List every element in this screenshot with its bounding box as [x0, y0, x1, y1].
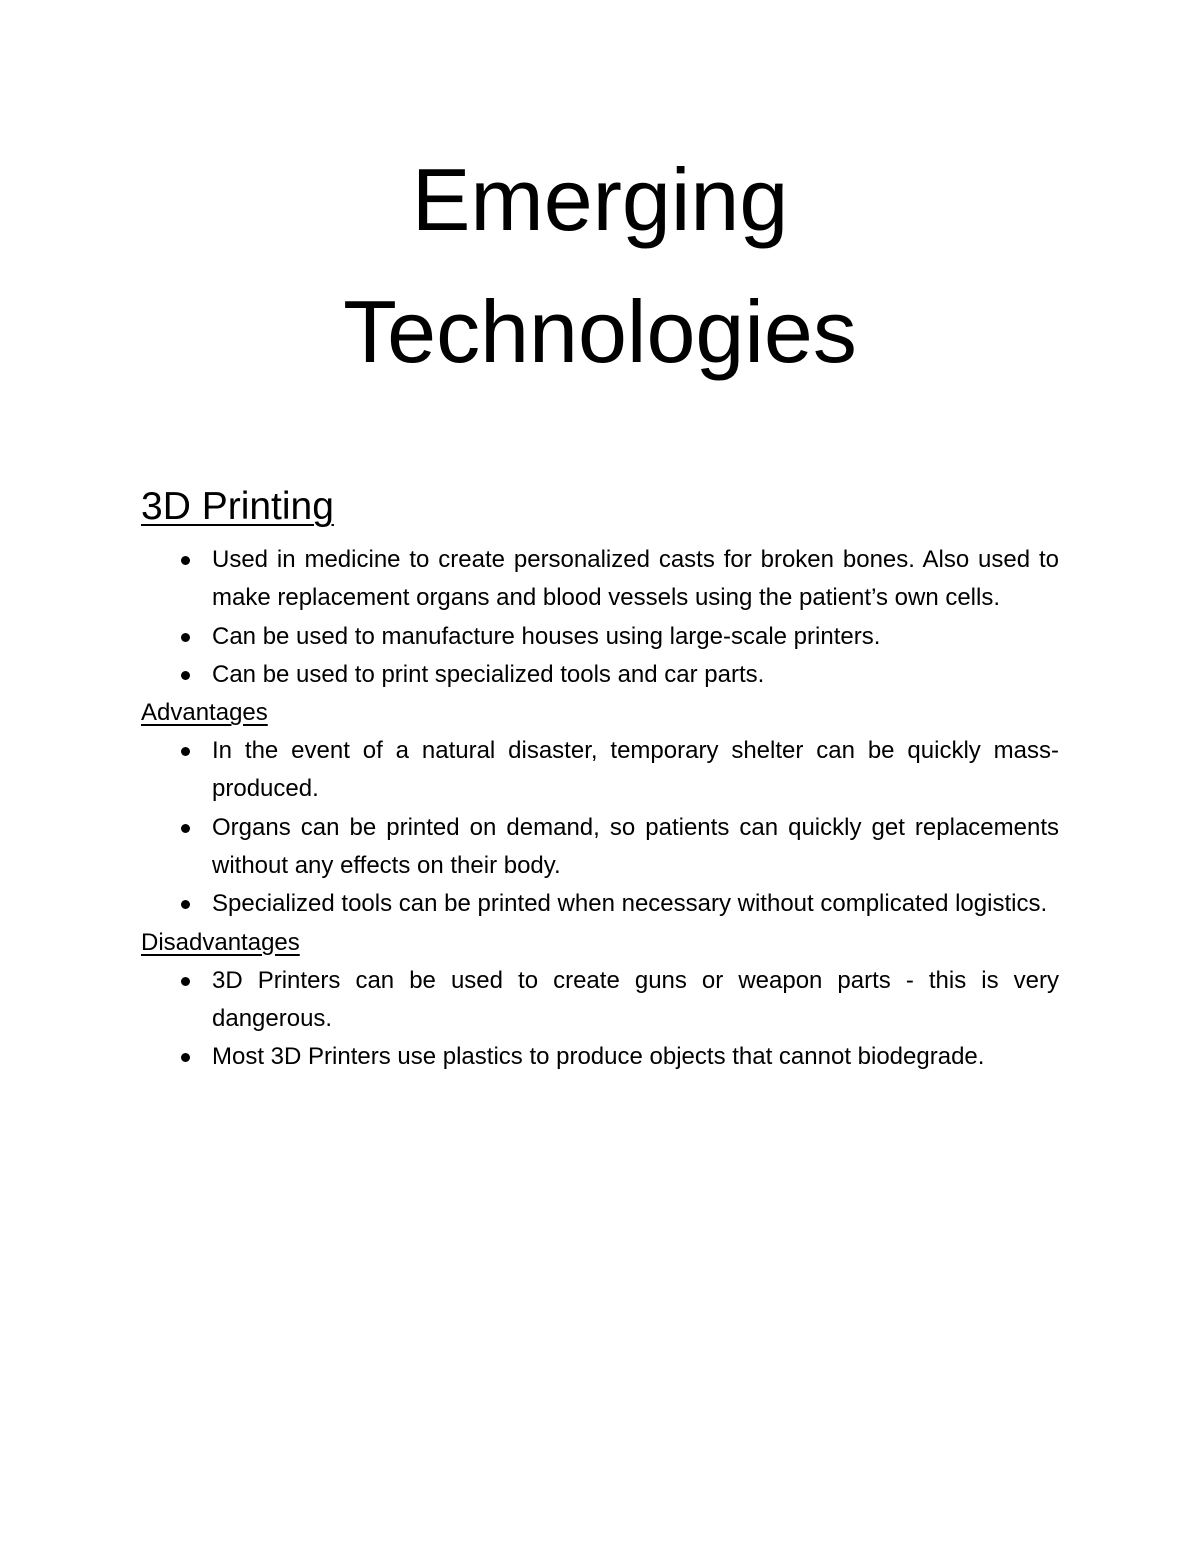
title-line-1: Emerging	[411, 150, 789, 249]
bullet-icon	[181, 747, 190, 756]
disadvantages-heading: Disadvantages	[141, 928, 300, 956]
section-heading: 3D Printing	[141, 485, 334, 528]
bullet-icon	[181, 556, 190, 565]
list-item-text: Can be used to manufacture houses using large-scale printers.	[212, 622, 881, 650]
list-item	[141, 618, 1059, 656]
disadvantages-list	[141, 962, 1059, 1077]
list-item-text: Organs can be printed on demand, so patients can quickly get replacements without any effects on their body.	[212, 813, 1059, 880]
list-item	[141, 732, 1059, 809]
list-item-text: Specialized tools can be printed when necessary without complicated logistics.	[212, 890, 1048, 918]
bullet-icon	[181, 977, 190, 986]
list-item	[141, 962, 1059, 1039]
bullet-icon	[181, 633, 190, 642]
bullet-icon	[181, 824, 190, 833]
list-item-text: 3D Printers can be used to create guns or weapon parts - this is very dangerous.	[212, 966, 1059, 1032]
bullet-icon	[181, 671, 190, 680]
list-item	[141, 1038, 1059, 1076]
list-item-text: Can be used to print specialized tools and car parts.	[212, 660, 765, 688]
list-item-text: Used in medicine to create personalized casts for broken bones. Also used to make replacement organs and blood vessels using the patient’s own cells.	[212, 546, 1059, 612]
title-line-2: Technologies	[343, 282, 857, 381]
list-item	[141, 656, 1059, 694]
list-item-text: Most 3D Printers use plastics to produce objects that cannot biodegrade.	[212, 1043, 985, 1071]
list-item	[141, 885, 1059, 923]
advantages-heading: Advantages	[141, 699, 268, 727]
bullet-icon	[181, 900, 190, 909]
list-item-text: In the event of a natural disaster, temporary shelter can be quickly mass-produced.	[212, 737, 1059, 803]
list-item	[141, 541, 1059, 618]
uses-list	[141, 541, 1059, 694]
bullet-icon	[181, 1053, 190, 1062]
advantages-list	[141, 732, 1059, 923]
section-3d-printing	[141, 481, 1059, 1077]
list-item	[141, 809, 1059, 886]
